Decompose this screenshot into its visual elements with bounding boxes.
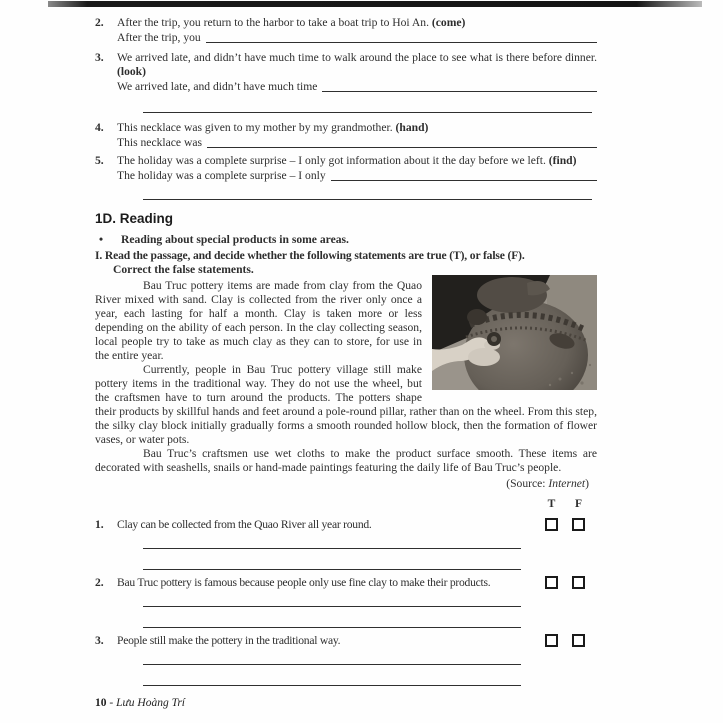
instruction-line1: I. Read the passage, and decide whether the following statements are true (T), or false (F). bbox=[95, 249, 525, 262]
statement-number: 3. bbox=[95, 634, 104, 647]
true-checkbox[interactable] bbox=[545, 518, 558, 531]
answer-stem: We arrived late, and didn’t have much time bbox=[117, 80, 318, 93]
true-checkbox[interactable] bbox=[545, 634, 558, 647]
statement-text: Clay can be collected from the Quao River all year round. bbox=[117, 518, 372, 531]
section-heading: 1D. Reading bbox=[95, 211, 174, 226]
statement-row bbox=[95, 576, 597, 590]
passage-paragraph-3: Bau Truc’s craftsmen use wet cloths to make the product surface smooth. These items are decorated with seashells, snails or hand-made paintings featuring the daily life of Bau Truc’s people. bbox=[95, 447, 597, 474]
answer-stem: The holiday was a complete surprise – I only bbox=[117, 169, 326, 182]
answer-stem: After the trip, you bbox=[117, 31, 201, 44]
verb-cue: (come) bbox=[431, 16, 466, 29]
statement-writing-line[interactable] bbox=[143, 536, 521, 549]
item-number: 4. bbox=[95, 121, 104, 134]
statement-row bbox=[95, 634, 597, 648]
statement-number: 1. bbox=[95, 518, 104, 531]
statement-number: 2. bbox=[95, 576, 104, 589]
item-prompt: After the trip, you return to the harbor to take a boat trip to Hoi An. (come) bbox=[117, 16, 466, 29]
answer-line[interactable] bbox=[331, 180, 597, 181]
answer-line[interactable] bbox=[322, 91, 597, 92]
blank-writing-line[interactable] bbox=[143, 185, 592, 200]
passage-paragraph-2: Currently, people in Bau Truc pottery village still make pottery items in the traditional way. They do not use the wheel, but the craftsmen have to turn around the products. The potters shape their products by skillful hands and feet around a pole-round pillar, rather than on the wheel. From this step, the silky clay block initially gradually forms a smooth rounded hollow block, then the formation of flower vases, or water pots. bbox=[95, 363, 597, 446]
author-name: Lưu Hoàng Trí bbox=[116, 697, 185, 709]
bullet-icon: • bbox=[99, 233, 104, 246]
answer-stem: This necklace was bbox=[117, 136, 202, 149]
task-instruction bbox=[95, 249, 597, 277]
answer-line[interactable] bbox=[206, 42, 597, 43]
scan-artifact-bar bbox=[48, 1, 702, 7]
page-number: 10 bbox=[95, 697, 107, 709]
exercise-item bbox=[95, 154, 597, 183]
true-false-header bbox=[95, 497, 597, 512]
verb-cue: (find) bbox=[548, 154, 577, 167]
item-number: 3. bbox=[95, 51, 104, 64]
item-prompt: The holiday was a complete surprise – I only got information about it the day before we left. (find) bbox=[117, 154, 577, 167]
false-column-label: F bbox=[574, 497, 583, 510]
statement-writing-line[interactable] bbox=[143, 607, 521, 628]
statement-text: Bau Truc pottery is famous because people only use fine clay to make their products. bbox=[117, 576, 491, 589]
source-word: Internet bbox=[548, 477, 586, 490]
page-content bbox=[95, 16, 597, 686]
verb-cue: (hand) bbox=[395, 121, 429, 134]
page-footer bbox=[95, 697, 185, 709]
blank-writing-line[interactable] bbox=[143, 98, 592, 113]
true-column-label: T bbox=[547, 497, 556, 510]
item-number: 5. bbox=[95, 154, 104, 167]
statement-writing-line[interactable] bbox=[143, 665, 521, 686]
passage-paragraph-1: Bau Truc pottery items are made from clay from the Quao River mixed with sand. Clay is collected from the river only once a year, each lasting for half a month. Clay is taken more or less depending on the ability of each person. In the clay collecting season, local people try to take as much clay as they can to store, for use in the entire year. bbox=[95, 279, 422, 362]
instruction-line2: Correct the false statements. bbox=[113, 263, 254, 276]
statement-writing-line[interactable] bbox=[143, 652, 521, 665]
answer-line[interactable] bbox=[207, 147, 597, 148]
item-prompt: This necklace was given to my mother by my grandmother. (hand) bbox=[117, 121, 429, 134]
false-checkbox[interactable] bbox=[572, 576, 585, 589]
objective-line bbox=[95, 233, 597, 247]
item-prompt: We arrived late, and didn’t have much time to walk around the place to see what is there before dinner. (look) bbox=[117, 51, 597, 78]
exercise-item bbox=[95, 16, 597, 45]
false-checkbox[interactable] bbox=[572, 634, 585, 647]
item-number: 2. bbox=[95, 16, 104, 29]
reading-passage bbox=[95, 279, 597, 475]
statement-row bbox=[95, 518, 597, 532]
statement-writing-line[interactable] bbox=[143, 549, 521, 570]
statement-text: People still make the pottery in the traditional way. bbox=[117, 634, 341, 647]
source-credit: (Source: Internet) bbox=[506, 477, 589, 490]
pottery-photo bbox=[432, 275, 597, 390]
footer-separator: - bbox=[109, 697, 117, 709]
statement-writing-line[interactable] bbox=[143, 594, 521, 607]
exercise-item bbox=[95, 121, 597, 150]
true-checkbox[interactable] bbox=[545, 576, 558, 589]
objective-text: Reading about special products in some areas. bbox=[121, 233, 349, 246]
exercise-item bbox=[95, 51, 597, 94]
verb-cue: (look) bbox=[117, 65, 146, 78]
false-checkbox[interactable] bbox=[572, 518, 585, 531]
